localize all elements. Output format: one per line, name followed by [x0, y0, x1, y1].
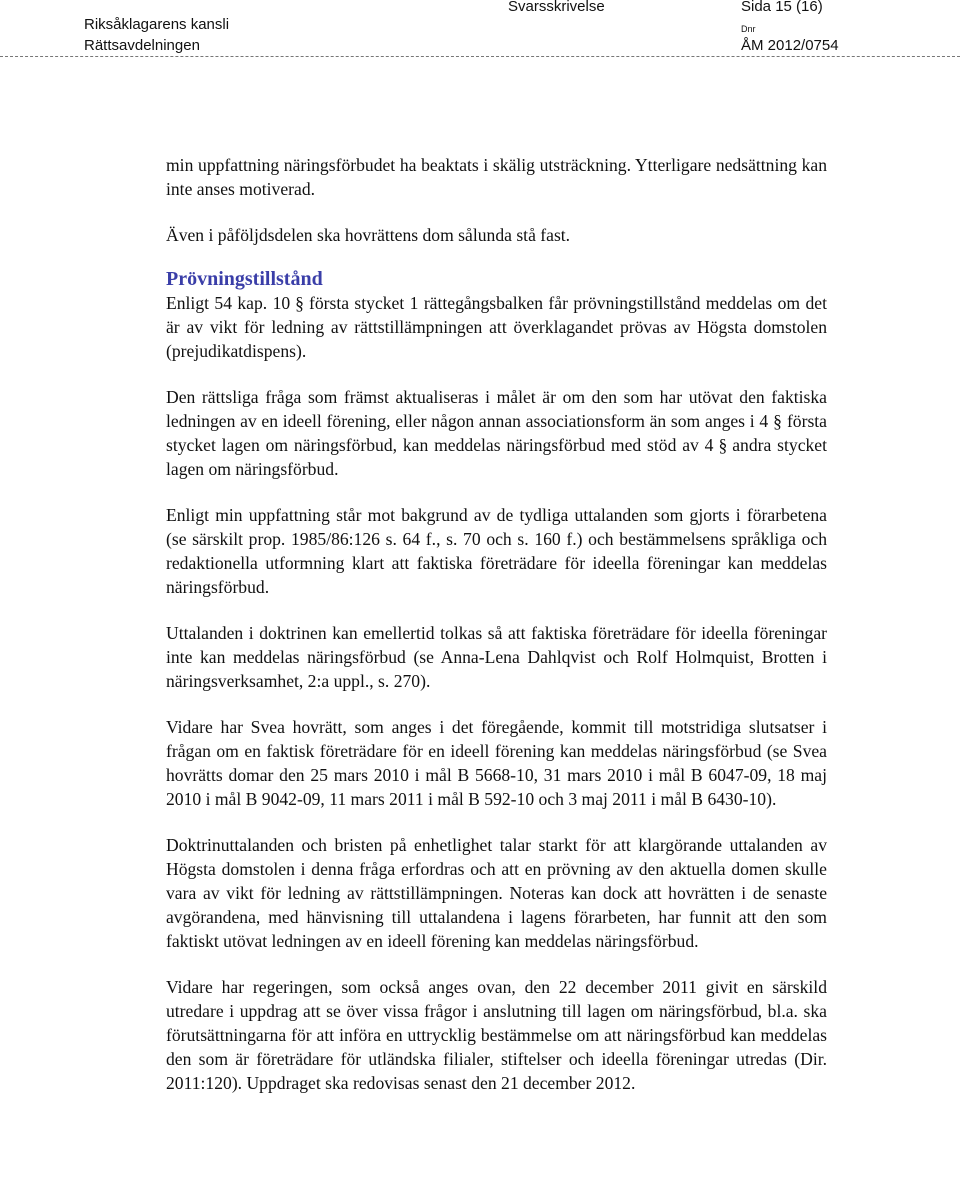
section-sign: §: [718, 435, 728, 455]
organization-name: Riksåklagarens kansli: [84, 16, 230, 33]
paragraph: Vidare har Svea hovrätt, som anges i det föregående, kommit till motstridiga slutsatser i frågan om en faktisk företrädare för en ideell förening kan meddelas näringsförbud (se Svea hovrätts domar den 25 mars 2010 i mål B 5668-10, 31 mars 2010 i mål B 6047-09, 18 maj 2010 i mål B 9042-09, 11 mars 2011 i mål B 592-10 och 3 maj 2011 i mål B 6430-10).: [166, 717, 827, 809]
department-name: Rättsavdelningen: [84, 37, 200, 54]
text-run: Den rättsliga fråga som främst aktualiseras i målet är om den som har utövat den faktiska ledningen av en ideell förening, eller någon annan associationsform än som anges i 4: [166, 387, 827, 431]
text-run: första stycket 1 rättegångsbalken får prövningstillstånd meddelas om det är av vikt för ledning av rättstillämpningen att överklagandet prövas av Högsta domstolen (prejudikatdispens).: [166, 293, 827, 361]
section-sign: §: [295, 293, 304, 313]
paragraph: Enligt min uppfattning står mot bakgrund av de tydliga uttalanden som gjorts i förarbetena (se särskilt prop. 1985/86:126 s. 64 f., s. 70 och s. 160 f.) och bestämmelsens språkliga och redaktionella utformning klart att faktiska företrädare för ideella föreningar kan meddelas näringsförbud.: [166, 505, 827, 597]
paragraph: min uppfattning näringsförbudet ha beaktats i skälig utsträckning. Ytterligare nedsättning kan inte anses motiverad.: [166, 155, 827, 199]
document-type: Svarsskrivelse: [508, 0, 605, 15]
paragraph: Även i påföljdsdelen ska hovrättens dom sålunda stå fast.: [166, 225, 571, 245]
dnr-label: Dnr: [741, 24, 756, 34]
section-heading: Prövningstillstånd: [166, 268, 323, 290]
text-run: Enligt 54 kap. 10: [166, 293, 291, 313]
paragraph: [166, 291, 827, 363]
paragraph: Vidare har regeringen, som också anges ovan, den 22 december 2011 givit en särskild utredare i uppdrag att se över vissa frågor i anslutning till lagen om näringsförbud, bl.a. ska förutsättningarna för att införa en uttrycklig bestämmelse om att näringsförbud kan meddelas den som är företrädare för utländska filialer, stiftelser och ideella föreningar utredas (Dir. 2011:120). Uppdraget ska redovisas senast den 21 december 2012.: [166, 977, 827, 1093]
paragraph: [166, 385, 827, 481]
paragraph: Doktrinuttalanden och bristen på enhetlighet talar starkt för att klargörande uttalanden av Högsta domstolen i denna fråga erfordras och att en prövning av den aktuella domen skulle vara av vikt för ledning av rättstillämpningen. Noteras kan dock att hovrätten i de senaste avgörandena, med hänvisning till uttalandena i lagens förarbeten, har funnit att den som faktiskt utövat ledningen av en ideell förening kan meddelas näringsförbud.: [166, 835, 827, 951]
header-divider: [0, 56, 960, 57]
dnr-number: ÅM 2012/0754: [741, 37, 839, 54]
document-body: [166, 153, 827, 1095]
section-sign: §: [773, 411, 782, 431]
paragraph: Uttalanden i doktrinen kan emellertid tolkas så att faktiska företrädare för ideella föreningar inte kan meddelas näringsförbud (se Anna-Lena Dahlqvist och Rolf Holmquist, Brotten i näringsverksamhet, 2:a uppl., s. 270).: [166, 623, 827, 691]
text-run: första stycket lagen om näringsförbud, kan meddelas näringsförbud med stöd av 4: [166, 411, 827, 455]
text-run: andra stycket lagen om näringsförbud.: [166, 435, 827, 479]
page-number: Sida 15 (16): [741, 0, 823, 15]
page-header: [0, 0, 960, 58]
